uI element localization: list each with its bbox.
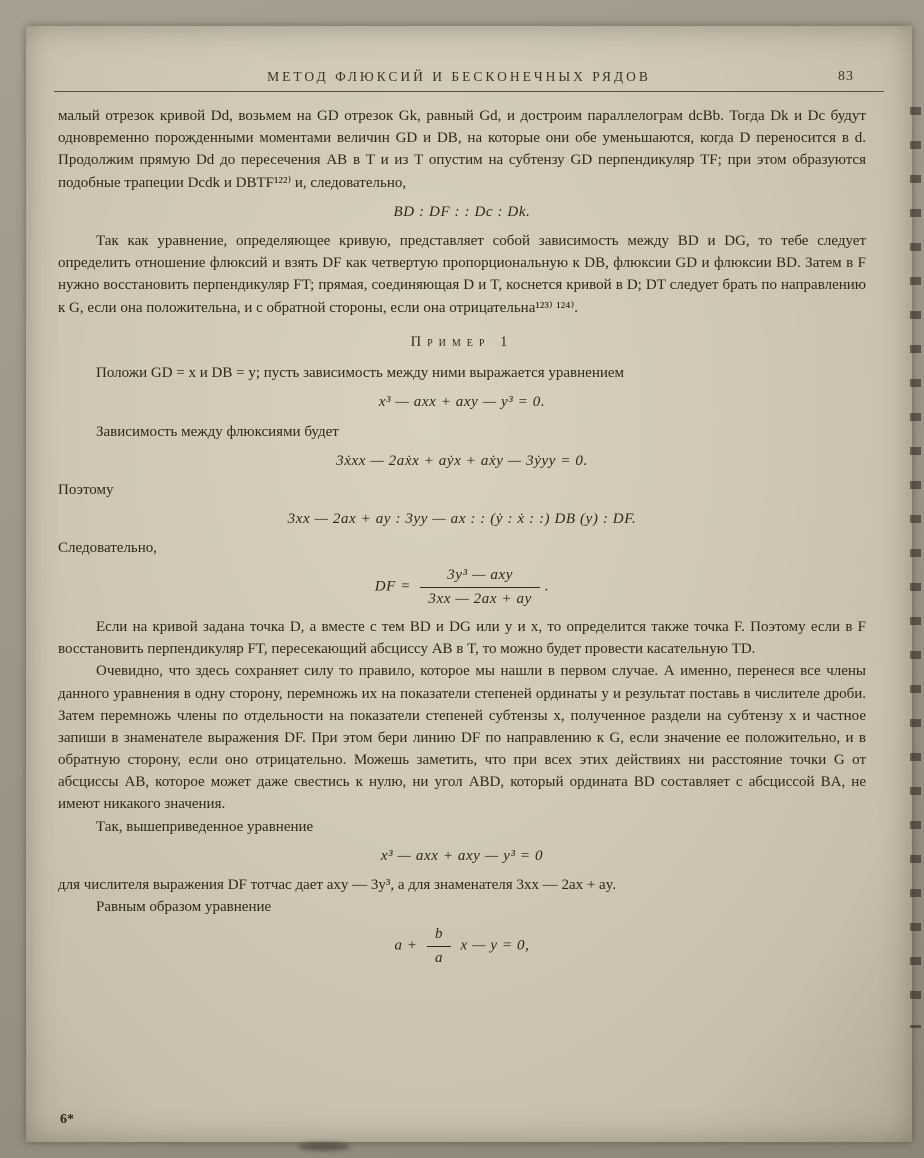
page (26, 26, 912, 1142)
formula-linear-suffix: x — y = 0, (460, 938, 530, 955)
formula-proportion: BD : DF : : Dc : Dk. (393, 203, 531, 220)
formula-curve-equation: x³ — axx + axy — y³ = 0. (378, 394, 546, 411)
paragraph-fluxion-intro: Зависимость между флюксиями будет (96, 423, 339, 440)
page-content (58, 105, 866, 968)
signature-mark: 6* (60, 1112, 74, 1127)
fraction-numerator: b (427, 925, 451, 947)
formula-linear-equation (58, 925, 866, 968)
formula-df-period: . (544, 579, 550, 596)
paragraph-point-determination: Если на кривой задана точка D, а вместе с тем BD и DG или y и x, то определится также точка F. Поэтому если в F восстановить перпендикуляр FT, пересекающий абсциссу AB в T, то можно будет провести касательную TD. (58, 618, 866, 658)
scan-edge-artifacts (910, 95, 921, 1028)
formula-linear-fraction (427, 925, 451, 968)
fraction-denominator: a (435, 950, 444, 967)
formula-proportion-fluxions: 3xx — 2ax + ay : 3yy — ax : : (ẏ : ẋ : :) DB (y) : DF. (287, 511, 637, 528)
page-number: 83 (838, 69, 854, 84)
fraction-denominator: 3xx — 2ax + ay (428, 591, 532, 608)
fraction-numerator: 3y³ — axy (420, 566, 540, 588)
formula-df-fraction (420, 566, 540, 609)
paragraph-therefore: Поэтому (58, 481, 114, 498)
formula-curve-equation-repeat: x³ — axx + axy — y³ = 0 (380, 847, 544, 864)
paragraph-likewise: Равным образом уравнение (96, 899, 272, 916)
formula-df (58, 566, 866, 609)
paragraph-general-rule: Очевидно, что здесь сохраняет силу то правило, которое мы нашли в первом случае. А именно, перенеся все члены данного уравнения в одну сторону, перемножь их на показатели степеней ординаты y и результат поставь в числителе дроби. Затем перемножь члены по отдельности на показатели степеней субтензы x, полученное раздели на субтензу x и частное запиши в знаменателе выражения DF. При этом бери линию DF по направлению к G, если значение ее положительно, и в обратную сторону, если оно отрицательно. Можешь заметить, что при всех этих действиях ни расстояние точки G от абсциссы AB, которое может даже свестись к нулю, ни угол ABD, который ордината BD составляет с абсциссой BA, не имеют никакого значения. (58, 663, 866, 813)
formula-linear-prefix: a + (394, 938, 418, 955)
paragraph-intro: малый отрезок кривой Dd, возьмем на GD отрезок Gk, равный Gd, и достроим параллелограм dcBb. Тогда Dk и Dc будут одновременно порожденными моментами величин GD и DB, на которые они обе уменьшаются, когда D переносится в d. Продолжим прямую Dd до пересечения AB в T и из T опустим на субтензу GD перпендикуляр TF; при этом образуются подобные трапеции Dcdk и DBTF¹²²⁾ и, следовательно, (58, 108, 866, 191)
page-header (62, 68, 856, 86)
paragraph-consequently: Следовательно, (58, 540, 158, 557)
ink-smudge-artifact (298, 1142, 350, 1151)
formula-df-lhs: DF = (374, 579, 412, 596)
formula-fluxion-equation: 3ẋxx — 2aẋx + aẏx + aẋy — 3ẏyy = 0. (336, 452, 588, 469)
paragraph-thus: Так, вышеприведенное уравнение (96, 818, 314, 835)
paragraph-numerator-result: для числителя выражения DF тотчас дает axy — 3y³, а для знаменателя 3xx — 2ax + ay. (58, 877, 616, 894)
running-title: МЕТОД ФЛЮКСИЙ И БЕСКОНЕЧНЫХ РЯДОВ (267, 69, 651, 84)
header-rule (54, 91, 884, 92)
paragraph-setup: Положи GD = x и DB = y; пусть зависимость между ними выражается уравнением (96, 365, 625, 382)
example-1-heading: Пример 1 (410, 333, 514, 350)
paragraph-tangent-rule: Так как уравнение, определяющее кривую, представляет собой зависимость между BD и DG, то тебе следует определить отношение флюксий и взять DF как четвертую пропорциональную к DB, флюксии GD и флюксии BD. Затем в F нужно восстановить перпендикуляр FT; прямая, соединяющая D и T, коснется кривой в D; DT следует брать по направлению к G, если она положительна, и с обратной стороны, если она отрицательна¹²³⁾ ¹²⁴⁾. (58, 232, 866, 316)
